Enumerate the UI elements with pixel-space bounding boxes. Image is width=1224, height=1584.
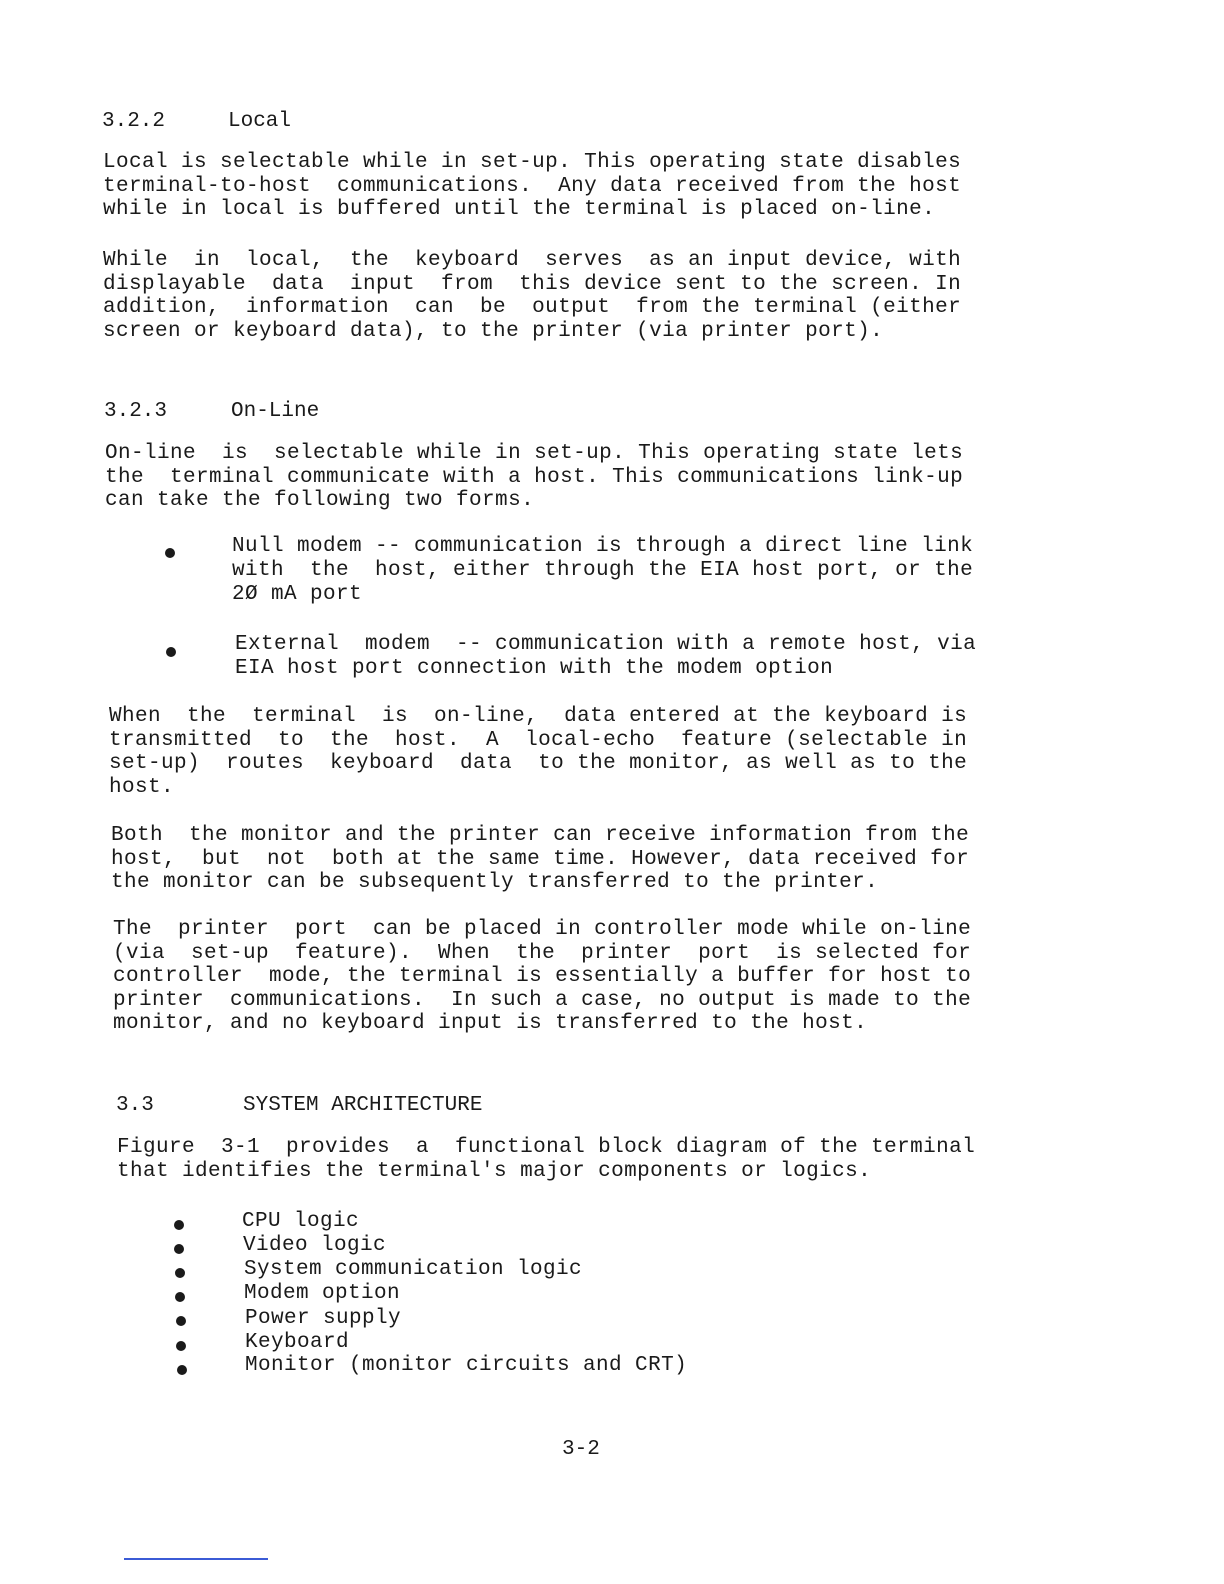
footer-rule (124, 1558, 268, 1560)
paragraph: Figure 3-1 provides a functional block diagram of the terminal that identifies the terminal's major components or logics. (117, 1136, 976, 1183)
list-item: Keyboard (245, 1331, 350, 1354)
bullet-icon (177, 1365, 187, 1375)
section-number: 3.2.3 (104, 400, 168, 423)
paragraph: While in local, the keyboard serves as an input device, with displayable data input from this device sent to the screen. In addition, information can be output from the terminal (either screen or keyboard data), to the printer (via printer port). (103, 249, 962, 343)
paragraph: Local is selectable while in set-up. This operating state disables terminal-to-host communications. Any data received from the host while in local is buffered until the terminal is placed on-line. (103, 151, 962, 221)
page-number: 3-2 (562, 1438, 600, 1461)
list-item: Video logic (243, 1234, 387, 1257)
list-item: Monitor (monitor circuits and CRT) (245, 1354, 688, 1377)
section-title: On-Line (231, 400, 320, 423)
bullet-icon (175, 1268, 185, 1278)
paragraph: On-line is selectable while in set-up. This operating state lets the terminal communicate with a host. This communications link-up can take the following two forms. (105, 442, 964, 512)
bullet-icon (174, 1244, 184, 1254)
bullet-icon (165, 548, 175, 558)
section-title: Local (228, 110, 292, 133)
bullet-icon (175, 1292, 185, 1302)
paragraph: Both the monitor and the printer can receive information from the host, but not both at the same time. However, data received for the monitor can be subsequently transferred to the printer. (111, 824, 970, 894)
list-item: Power supply (245, 1307, 402, 1330)
list-item: Modem option (244, 1282, 401, 1305)
list-item: Null modem -- communication is through a direct line link with the host, either through the EIA host port, or the 2Ø mA port (232, 535, 974, 606)
section-number: 3.2.2 (102, 110, 166, 133)
paragraph: When the terminal is on-line, data entered at the keyboard is transmitted to the host. A local-echo feature (selectable in set-up) routes keyboard data to the monitor, as well as to the host. (109, 705, 968, 799)
bullet-icon (176, 1341, 186, 1351)
bullet-icon (176, 1316, 186, 1326)
paragraph: The printer port can be placed in controller mode while on-line (via set-up feature). When the printer port is selected for controller mode, the terminal is essentially a buffer for host to printer communications. In such a case, no output is made to the monitor, and no keyboard input is transferred to the host. (113, 918, 972, 1035)
section-number: 3.3 (116, 1094, 154, 1117)
list-item: System communication logic (244, 1258, 583, 1281)
list-item: External modem -- communication with a remote host, via EIA host port connection with the modem option (235, 633, 977, 680)
section-title: SYSTEM ARCHITECTURE (243, 1094, 483, 1117)
bullet-icon (166, 647, 176, 657)
list-item: CPU logic (242, 1210, 360, 1233)
bullet-icon (174, 1220, 184, 1230)
